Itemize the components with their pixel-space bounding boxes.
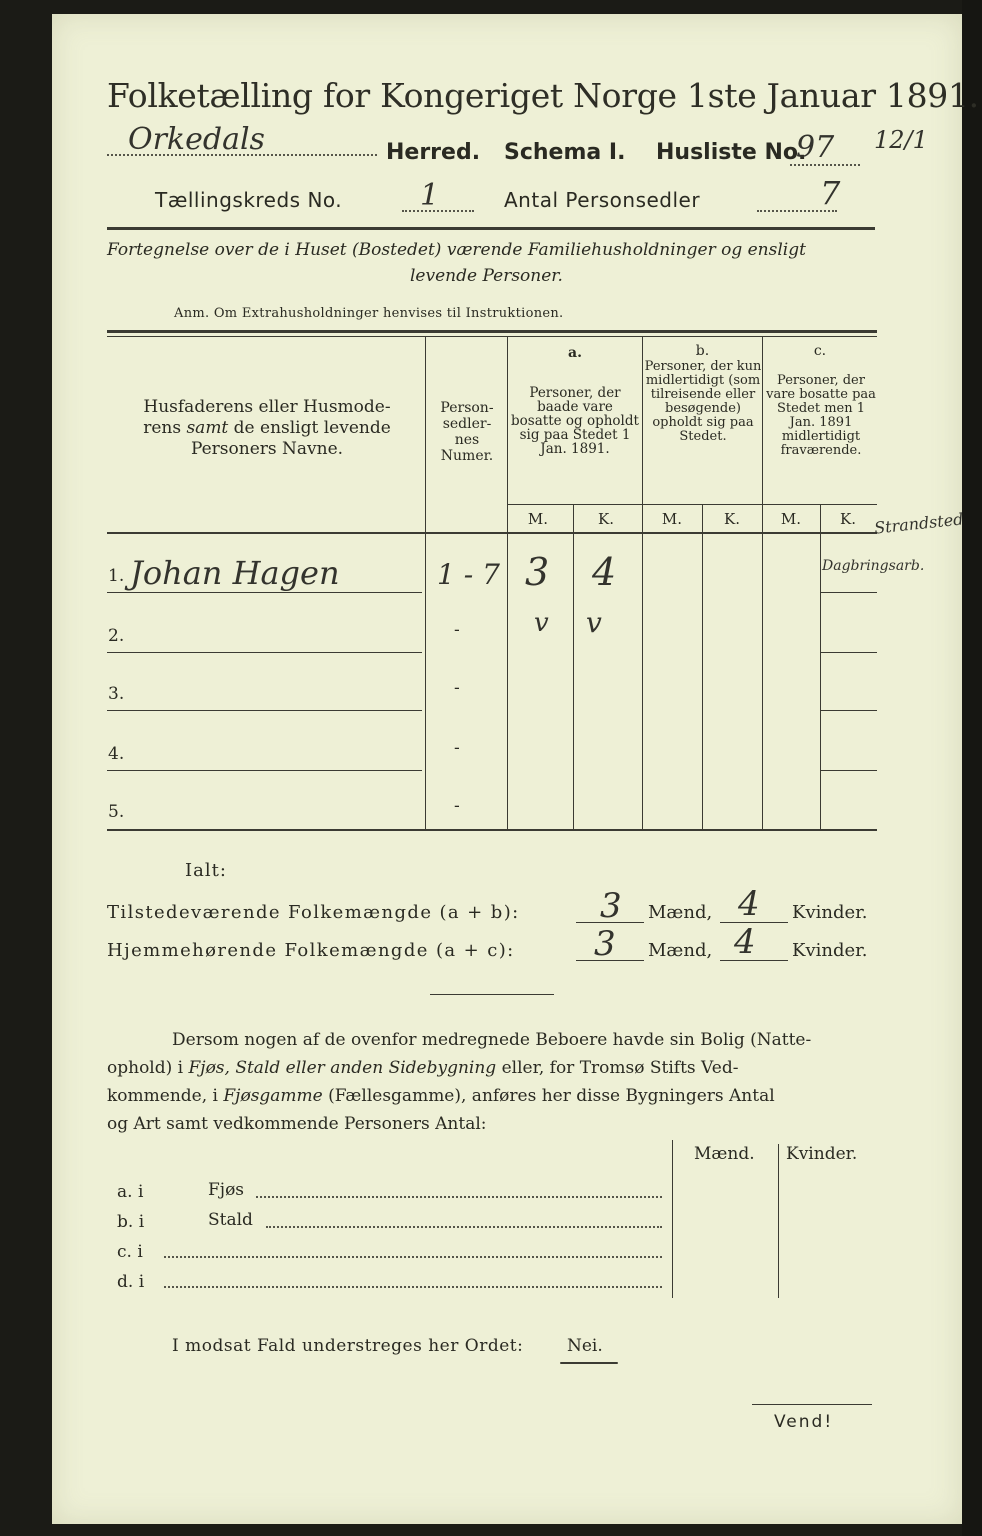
item-d-letter: d. i <box>117 1272 145 1292</box>
item-a-label: Fjøs <box>208 1180 245 1200</box>
row-2-a-k: v <box>586 606 602 639</box>
husliste-label: Husliste No. <box>656 140 807 165</box>
hjemme-m: 3 <box>594 924 616 964</box>
nei-underline <box>560 1362 618 1364</box>
row-4-num: 4. <box>108 744 125 764</box>
kreds-value: 1 <box>420 178 440 213</box>
col-a-letter: a. <box>568 345 582 361</box>
item-a-dots <box>256 1196 662 1198</box>
tilstede-label: Tilstedeværende Folkemængde (a + b): <box>107 902 520 923</box>
col-b-text: Personer, der kun midlertidigt (som tilreisende eller besøgende) opholdt sig paa Stedet. <box>644 359 762 444</box>
col-divider-b <box>762 336 763 830</box>
tilstede-maend: Mænd, <box>648 902 713 923</box>
husliste-note: 12/1 <box>874 126 928 154</box>
col-a-text: Personer, der baade vare bosatte og opholdt sig paa Stedet 1 Jan. 1891. <box>511 385 639 457</box>
tilstede-k: 4 <box>738 884 760 924</box>
building-maend-header: Mænd. <box>694 1144 755 1164</box>
vend-rule <box>752 1404 872 1405</box>
husliste-value: 97 <box>796 130 835 165</box>
col-num-header: Person- sedler- nes Numer. <box>440 400 494 464</box>
row-line-3 <box>107 710 422 711</box>
row-2-a-m: v <box>534 608 549 638</box>
a-k-label: K. <box>598 510 614 528</box>
col-b-letter: b. <box>695 343 710 359</box>
paragraph-line4: og Art samt vedkommende Personers Antal: <box>107 1114 487 1134</box>
row-1-name: Johan Hagen <box>130 554 340 592</box>
form-title: Folketælling for Kongeriget Norge 1ste Januar 1891. <box>107 76 979 115</box>
modsat-text: I modsat Fald understreges her Ordet: <box>172 1336 524 1356</box>
intro-line2: levende Personer. <box>410 266 563 286</box>
item-b-dots <box>266 1226 662 1228</box>
row-3-num: 3. <box>108 684 125 704</box>
item-d-dots <box>164 1286 662 1288</box>
b-k-label: K. <box>724 510 740 528</box>
row-2-num: 2. <box>108 626 125 646</box>
tilstede-kvinder: Kvinder. <box>792 902 868 923</box>
item-b-label: Stald <box>208 1210 253 1230</box>
margin-note-2: Dagbringsarb. <box>822 558 925 574</box>
row-3-persnum: - <box>454 678 460 698</box>
col-name-line1: Husfaderens eller Husmode- <box>143 397 391 417</box>
row-line-c2 <box>820 652 877 653</box>
scan-edge <box>962 0 982 1536</box>
col-divider-bm <box>702 504 703 830</box>
row-line-2 <box>107 652 422 653</box>
row-line-c1 <box>820 592 877 593</box>
item-a-letter: a. i <box>117 1182 144 1202</box>
vend-text: Vend! <box>774 1412 834 1432</box>
building-col-line1 <box>672 1140 673 1298</box>
item-c-dots <box>164 1256 662 1258</box>
row-line-1 <box>107 592 422 593</box>
nei-word: Nei. <box>567 1336 603 1356</box>
b-m-label: M. <box>661 510 683 528</box>
item-c-letter: c. i <box>117 1242 143 1262</box>
building-kvinder-header: Kvinder. <box>786 1144 858 1164</box>
paragraph-line1: Dersom nogen af de ovenfor medregnede Beboere havde sin Bolig (Natte- <box>172 1030 812 1050</box>
tilstede-m: 3 <box>600 886 622 926</box>
col-name-line2: rens samt de ensligt levende <box>143 418 391 438</box>
row-line-4 <box>107 770 422 771</box>
census-form <box>52 14 979 1524</box>
row-5-persnum: - <box>454 796 460 816</box>
col-divider-cm <box>820 504 821 830</box>
row-line-c4 <box>820 770 877 771</box>
row-1-a-m: 3 <box>525 550 550 594</box>
section-divider <box>430 994 554 995</box>
row-line-c3 <box>820 710 877 711</box>
herred-value: Orkedals <box>128 122 265 157</box>
building-col-line2 <box>778 1144 779 1298</box>
ialt-label: Ialt: <box>185 860 227 881</box>
paragraph-line3: kommende, i Fjøsgamme (Fællesgamme), anføres her disse Bygningers Antal <box>107 1086 775 1106</box>
col-divider-a <box>642 336 643 830</box>
mk-rule <box>507 504 877 505</box>
header-rule <box>107 227 875 230</box>
row-1-num: 1. <box>108 566 125 586</box>
table-top-rule <box>107 330 877 333</box>
col-name-header <box>112 397 422 460</box>
kreds-label: Tællingskreds No. <box>155 188 343 212</box>
antal-value: 7 <box>820 174 841 212</box>
row-2-persnum: - <box>454 620 460 640</box>
row-5-num: 5. <box>108 802 125 822</box>
herred-label: Herred. <box>386 140 481 165</box>
row-1-a-k: 4 <box>592 550 617 594</box>
schema-label: Schema I. <box>504 140 626 165</box>
margin-note-1: Strandsted <box>873 509 965 538</box>
c-m-label: M. <box>780 510 802 528</box>
hjemme-k: 4 <box>734 922 756 962</box>
hjemme-kvinder: Kvinder. <box>792 940 868 961</box>
hjemme-maend: Mænd, <box>648 940 713 961</box>
antal-label: Antal Personsedler <box>504 188 701 212</box>
row-1-persnum: 1 - 7 <box>437 558 500 591</box>
col-c-text: Personer, der vare bosatte paa Stedet men 1 Jan. 1891 midlertidigt fraværende. <box>766 373 876 458</box>
paragraph-line2: ophold) i Fjøs, Stald eller anden Sidebygning eller, for Tromsø Stifts Ved- <box>107 1058 739 1078</box>
col-c-letter: c. <box>813 343 827 359</box>
item-b-letter: b. i <box>117 1212 145 1232</box>
intro-line1: Fortegnelse over de i Huset (Bostedet) værende Familiehusholdninger og ensligt <box>107 240 806 260</box>
a-m-label: M. <box>527 510 549 528</box>
col-divider-am <box>573 504 574 830</box>
c-k-label: K. <box>840 510 856 528</box>
hjemme-label: Hjemmehørende Folkemængde (a + c): <box>107 940 515 961</box>
col-name-line3: Personers Navne. <box>190 439 344 459</box>
anm-note: Anm. Om Extrahusholdninger henvises til Instruktionen. <box>174 306 564 321</box>
row-4-persnum: - <box>454 738 460 758</box>
